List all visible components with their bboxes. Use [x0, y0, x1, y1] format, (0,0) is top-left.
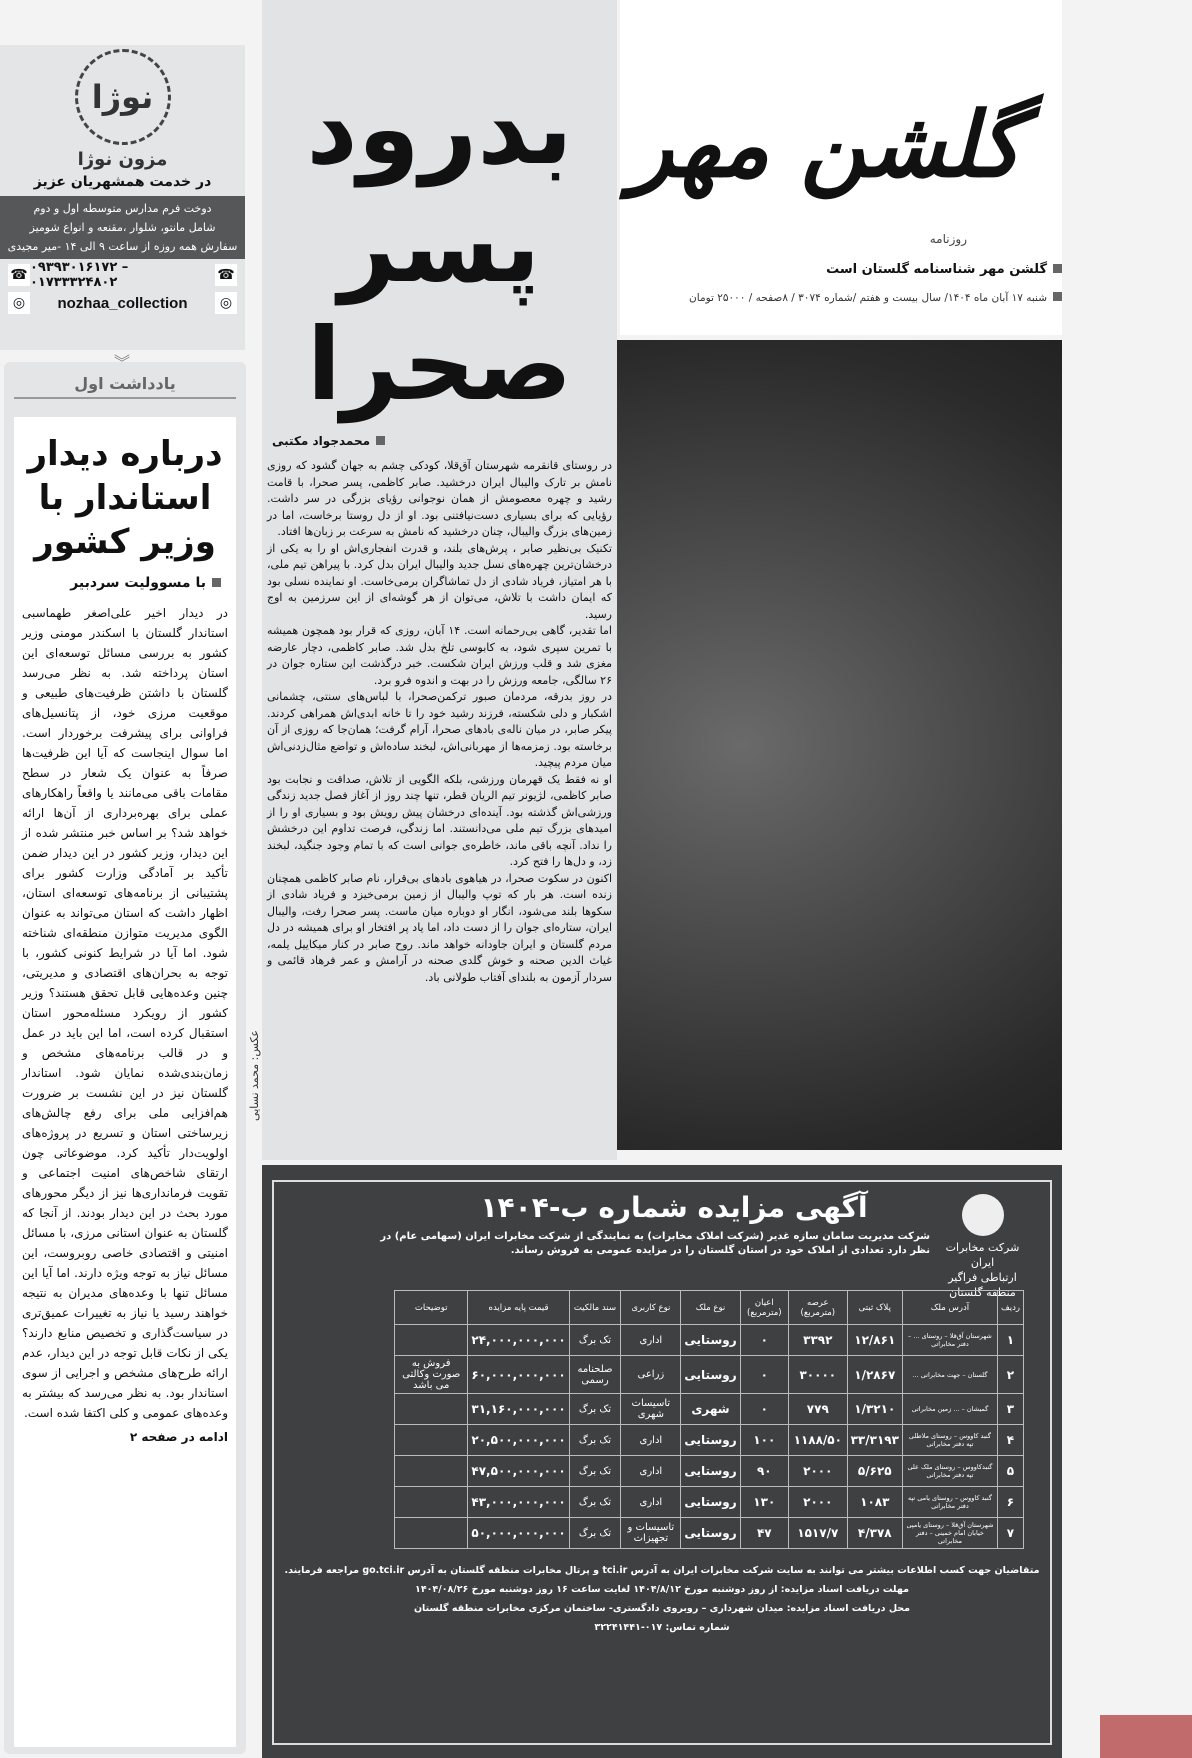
table-cell: ۴۳,۰۰۰,۰۰۰,۰۰۰: [468, 1487, 569, 1518]
table-cell: تک برگ: [569, 1487, 621, 1518]
watermark-logo: [1100, 1715, 1192, 1758]
paragraph: اکنون در سکوت صحرا، در هیاهوی بادهای بی‌قرار، نام صابر کاظمی همچنان زنده است. هر بار که توپ والیبال از زمین برمی‌خیزد و فریاد شادی از سکوها بلند می‌شود، انگار او دوباره میان ماست. پسر صحرا رفت، والیبال ایران، ستاره‌ای جوان را از دست داد، اما یاد پر افتخار او برای همیشه در دل مردم گلستان و ایران جاودانه خواهد ماند. روح صابر در کنار میکاییل یلمه، غیاث الدین صحنه و خوش گلدی صحنه در آرامش و عمر فرهاد قائمی و سردار آزمون به بلندای آفتاب طولانی باد.: [267, 871, 612, 984]
tci-logo-icon: [962, 1194, 1004, 1236]
table-cell: روستایی: [681, 1325, 740, 1356]
table-cell: [395, 1456, 468, 1487]
ad-instagram-row: [0, 291, 245, 315]
table-cell: ۷: [997, 1518, 1023, 1549]
lead-byline: [272, 434, 385, 448]
table-row: [395, 1456, 1024, 1487]
table-cell: ۱/۳۲۱۰: [847, 1394, 902, 1425]
footer-line: مهلت دریافت اسناد مزایده: از روز دوشنبه مورخ ۱۴۰۴/۸/۱۲ لغایت ساعت ۱۶ روز دوشنبه مورخ ۱۴۰۴/۰۸/۲۶: [415, 1584, 909, 1595]
table-cell: شهرستان آق‌قلا – روستای یامپی خیابان امام خمینی – دفتر مخابراتی: [902, 1518, 997, 1549]
table-cell: ۰: [740, 1325, 788, 1356]
table-cell: گنبد کاووس – روستای ملاطلی تپه دفتر مخابراتی: [902, 1425, 997, 1456]
table-cell: ۱۰۸۳: [847, 1487, 902, 1518]
footer-line: محل دریافت اسناد مزایده: میدان شهرداری – روبروی دادگستری- ساختمان مرکزی مخابرات منطقه گلستان: [413, 1603, 911, 1614]
slogan-text: گلشن مهر شناسنامه گلستان است: [826, 262, 1047, 277]
paragraph: در روز بدرقه، مردمان صبور ترکمن‌صحرا، با لباس‌های سنتی، چشمانی اشکبار و دلی شکسته، فرزند رشید خود را تا خانه ابدی‌اش همراهی کردند. پیکر صابر، در میان ناله‌ی بادهای صحرا، آرام گرفت؛ همان‌جا که روزی از آن برخاسته بود. زمزمه‌ها از مهربانی‌اش، لبخند ساده‌اش و تواضع مثال‌زدنی‌اش میان مردم پیچید.: [267, 690, 612, 769]
table-row: [395, 1356, 1024, 1394]
column-header: ردیف: [997, 1291, 1023, 1325]
table-cell: تک برگ: [569, 1425, 621, 1456]
chevron-down-icon: ︾: [114, 353, 131, 372]
nozha-logo: نوژا: [75, 49, 171, 145]
table-cell: ۵: [997, 1456, 1023, 1487]
table-row: [395, 1325, 1024, 1356]
table-cell: تاسیسات و تجهیزات: [621, 1518, 681, 1549]
footer-line: شماره تماس: ۰۱۷-۳۲۲۴۱۴۴۱: [594, 1622, 730, 1633]
editorial-paragraph: در دیدار اخیر علی‌اصغر طهماسبی استاندار گلستان با اسکندر مومنی وزیر کشور به بررسی مسائل توسعه‌ای این استان پرداخته شد. به نظر می‌رسد گلستان با داشتن ظرفیت‌های طبیعی و موقعیت مرزی خود، از پتانسیل‌های فراوانی برای پیشرفت برخوردار است. اما سوال اینجاست که آیا این ظرفیت‌ها صرفاً به عنوان یک شعار در سطح مقامات باقی می‌مانند یا واقعاً راهکارهای عملی برای بهره‌برداری از آن‌ها ارائه خواهد شد؟ بر اساس خبر منتشر شده از این دیدار، وزیر کشور در این دیدار ضمن تأکید بر آمادگی وزارت کشور برای پشتیبانی از برنامه‌های توسعه‌ای استان، اظهار داشت که استان می‌تواند به عنوان الگوی مدیریت متوازن منطقه‌ای شناخته شود. اما آیا در شرایط کنونی کشور، با توجه به بحران‌های اقتصادی و مدیریتی، چنین وعده‌هایی قابل تحقق هستند؟ وزیر کشور از رویکرد مسئله‌محور استان استقبال کرده است، اما این باید در عمل و در قالب برنامه‌های مشخص و زمان‌بندی‌شده نمایان شود. استاندار گلستان نیز در این نشست بر ضرورت هم‌افزایی ملی برای رفع چالش‌های زیرساختی استان و تسریع در پروژه‌های اولویت‌دار تأکید کرد. موضوعاتی چون ارتقای شاخص‌های امنیت اجتماعی و تقویت فرمانداری‌ها نیز از دیگر محورهای مورد بحث در این دیدار بودند. از آنجا که گلستان به عنوان استانی مرزی، با مسائل امنیتی و اقتصادی خاصی روبروست، این مسائل نیاز به توجه ویژه دارند. اما آیا این مسائل تنها با وعده‌های مدیران به نتیجه خواهند رسید یا نیاز به تغییرات عمیق‌تری در سیاست‌گذاری و تخصیص منابع دارند؟ یکی از نکات قابل توجه در این دیدار، عدم ارائه طرح‌های مشخص و اجرایی از سوی استاندار بود. به نظر می‌رسد که بیشتر به وعده‌های عمومی و کلی اکتفا شده است.: [22, 606, 228, 1420]
table-row: [395, 1425, 1024, 1456]
table-cell: شهرستان آق‌قلا – روستای ... – دفتر مخابراتی: [902, 1325, 997, 1356]
ad-tagline: در خدمت همشهریان عزیز: [33, 174, 212, 190]
table-cell: ۵/۶۲۵: [847, 1456, 902, 1487]
table-cell: ۱: [997, 1325, 1023, 1356]
headline-line: صحرا: [306, 306, 573, 423]
table-cell: اداری: [621, 1325, 681, 1356]
table-cell: روستایی: [681, 1425, 740, 1456]
phone-icon: ☎: [8, 264, 30, 286]
continued-link[interactable]: ادامه در صفحه ۲: [129, 1430, 228, 1444]
table-cell: تاسیسات شهری: [621, 1394, 681, 1425]
column-header: قیمت پایه مزایده: [468, 1291, 569, 1325]
table-cell: صلحنامه رسمی: [569, 1356, 621, 1394]
table-cell: گمیشان – ... زمین مخابراتی: [902, 1394, 997, 1425]
ad-line: دوخت فرم مدارس متوسطه اول و دوم: [33, 202, 212, 215]
table-cell: روستایی: [681, 1356, 740, 1394]
footer-line: متقاضیان جهت کسب اطلاعات بیشتر می توانند به سایت شرکت مخابرات ایران به آدرس tci.ir و پرتال مخابرات منطقه گلستان به آدرس go.tci.ir مراجعه فرمایند.: [284, 1565, 1040, 1576]
column-header: پلاک ثبتی: [847, 1291, 902, 1325]
editorial-title: درباره دیدار استاندار با وزیر کشور: [27, 434, 223, 562]
editorial-text: [22, 603, 228, 1447]
table-header: [395, 1291, 1024, 1325]
auction-content: [274, 1290, 1050, 1637]
editorial-column: [4, 353, 246, 1754]
table-cell: ۹۰: [740, 1456, 788, 1487]
table-cell: [395, 1425, 468, 1456]
table-cell: اداری: [621, 1456, 681, 1487]
lead-story: [262, 0, 617, 1160]
table-cell: ۴۷: [740, 1518, 788, 1549]
ad-line: شامل مانتو، شلوار ،مقنعه و انواع شومیز: [29, 221, 216, 234]
table-cell: ۱۱۸۸/۵۰: [788, 1425, 847, 1456]
table-cell: تک برگ: [569, 1325, 621, 1356]
table-cell: ۴۷,۵۰۰,۰۰۰,۰۰۰: [468, 1456, 569, 1487]
ad-phone-row: [0, 260, 245, 290]
tci-logo: [935, 1194, 1030, 1300]
table-cell: روستایی: [681, 1456, 740, 1487]
table-cell: ۰: [740, 1356, 788, 1394]
nozha-ad: [0, 45, 245, 350]
table-cell: ۵۰,۰۰۰,۰۰۰,۰۰۰: [468, 1518, 569, 1549]
table-cell: فروش به صورت وکالتی می باشد: [395, 1356, 468, 1394]
ad-brand: مزون نوژا: [77, 149, 168, 170]
table-cell: ۲: [997, 1356, 1023, 1394]
table-cell: ۲۴,۰۰۰,۰۰۰,۰۰۰: [468, 1325, 569, 1356]
table-cell: اداری: [621, 1487, 681, 1518]
paragraph: اما تقدیر، گاهی بی‌رحمانه است. ۱۴ آبان، روزی که قرار بود همچون همیشه با تمرین سپری شود، به کابوسی تلخ بدل شد. صابر کاظمی، دچار عارضه مغزی شد و قلب ورزش ایران شکست. خبر درگذشت این ستاره جوان در ۲۶ سالگی، جامعه ورزش را در بهت و اندوه فرو برد.: [267, 624, 612, 687]
table-cell: [395, 1518, 468, 1549]
table-cell: تک برگ: [569, 1456, 621, 1487]
masthead-slogan: [826, 262, 1062, 277]
auction-notice: [262, 1165, 1062, 1758]
table-cell: ۳۰۰۰۰: [788, 1356, 847, 1394]
paragraph: او نه فقط یک قهرمان ورزشی، بلکه الگویی از تلاش، صداقت و نجابت بود صابر کاظمی، لژیونر تیم الریان قطر، تنها چند روز از آغاز فصل جدید زندگی ورزشی‌اش گذشته بود. آینده‌ای درخشان پیش رویش بود و بسیاری او را از امیدهای بزرگ تیم ملی می‌دانستند. اما زندگی، فرصت تداوم این درخشش را نداد. آنچه باقی ماند، خاطره‌ی جوانی است که با تمام وجود جنگید، لبخند زد، و دل‌ها را فتح کرد.: [267, 772, 612, 868]
table-cell: گنبدکاووس – روستای ملک علی تپه دفتر مخابراتی: [902, 1456, 997, 1487]
table-cell: ۷۷۹: [788, 1394, 847, 1425]
phone-icon: ☎: [215, 264, 237, 286]
auction-intro: شرکت مدیریت سامان سازه غدیر (شرکت املاک مخابرات) به نمایندگی از شرکت مخابرات ایران (سهامی عام) در نظر دارد تعدادی از املاک خود در استان گلستان را در مزایده عمومی به فروش رساند.: [380, 1231, 930, 1256]
table-cell: گلستان – جهت مخابراتی ...: [902, 1356, 997, 1394]
auction-frame: [272, 1180, 1052, 1745]
lead-headline: [262, 70, 617, 424]
table-cell: [395, 1487, 468, 1518]
column-header: اعیان (مترمربع): [740, 1291, 788, 1325]
table-cell: ۰: [740, 1394, 788, 1425]
table-cell: ۴: [997, 1425, 1023, 1456]
company-sub: ارتباطی فراگیر منطقه گلستان: [948, 1271, 1017, 1299]
table-cell: ۲۰,۵۰۰,۰۰۰,۰۰۰: [468, 1425, 569, 1456]
table-cell: زراعی: [621, 1356, 681, 1394]
ad-line: سفارش همه روزه از ساعت ۹ الی ۱۴ -میر مجیدی: [7, 240, 238, 253]
table-cell: ۱۵۱۷/۷: [788, 1518, 847, 1549]
table-cell: ۱۰۰: [740, 1425, 788, 1456]
byline-text: محمدجواد مکتبی: [272, 434, 371, 448]
column-header: توضیحات: [395, 1291, 468, 1325]
table-cell: اداری: [621, 1425, 681, 1456]
table-cell: ۱۳۰: [740, 1487, 788, 1518]
table-cell: ۱/۲۸۶۷: [847, 1356, 902, 1394]
company-name: شرکت مخابرات ایران: [945, 1241, 1020, 1269]
table-cell: [395, 1325, 468, 1356]
masthead-label: روزنامه: [929, 232, 967, 246]
table-cell: ۳۳/۳۱۹۳: [847, 1425, 902, 1456]
masthead: [620, 0, 1062, 335]
section-label: یادداشت اول: [14, 374, 236, 399]
column-header: سند مالکیت: [569, 1291, 621, 1325]
issue-info: [689, 290, 1062, 306]
table-cell: ۳: [997, 1394, 1023, 1425]
table-cell: گنبد کاووس – روستای یامی تپه دفتر مخابراتی: [902, 1487, 997, 1518]
table-cell: ۳۳۹۲: [788, 1325, 847, 1356]
editorial-byline: [70, 575, 221, 591]
table-row: [395, 1394, 1024, 1425]
ad-phones: ۰۹۳۹۳۰۱۶۱۷۲ – ۰۱۷۳۳۳۲۴۸۰۲: [30, 260, 129, 290]
table-cell: ۲۰۰۰: [788, 1487, 847, 1518]
auction-footer: [274, 1561, 1050, 1637]
column-header: نوع ملک: [681, 1291, 740, 1325]
table-cell: ۳۱,۱۶۰,۰۰۰,۰۰۰: [468, 1394, 569, 1425]
table-cell: [395, 1394, 468, 1425]
table-cell: روستایی: [681, 1518, 740, 1549]
instagram-icon: ◎: [8, 292, 30, 314]
paragraph: تکنیک بی‌نظیر صابر ، پرش‌های بلند، و قدرت انفجاری‌اش او را به یکی از درخشان‌ترین چهره‌های نسل جدید والیبال ایران بدل کرد. با پیراهن تیم ملی، با هر امتیاز، فریاد شادی از دل تماشاگران برمی‌خاست. او نماینده نسلی بود که ایمان داشت با تلاش، می‌توان از هر گوشه‌ای از این سرزمین به اوج رسید.: [267, 541, 612, 621]
lead-text: [267, 458, 612, 986]
ad-instagram: nozhaa_collection: [57, 294, 188, 312]
paragraph: در روستای قانقرمه شهرستان آق‌قلا، کودکی چشم به جهان گشود که روزی نامش بر تارک والیبال ایران درخشید. صابر کاظمی، پسر صحرا، با قامت رشید و چهره معصومش از همان نوجوانی رؤیای بزرگی در سر داشت. رؤیایی که برای بسیاری دست‌نیافتنی بود. او از دل روستا برخاست، اما در زمین‌های بزرگ والیبال، چنان درخشید که نامش به سرعت بر زبان‌ها افتاد.: [267, 459, 612, 538]
table-cell: روستایی: [681, 1487, 740, 1518]
table-cell: ۱۲/۸۶۱: [847, 1325, 902, 1356]
table-cell: شهری: [681, 1394, 740, 1425]
headline-line: بدرود: [306, 70, 573, 187]
ad-services: [0, 196, 245, 259]
auction-table: [394, 1290, 1024, 1549]
table-cell: ۴/۳۷۸: [847, 1518, 902, 1549]
byline-text: با مسوولیت سردبیر: [70, 575, 206, 591]
editorial-body: [14, 417, 236, 1747]
table-cell: تک برگ: [569, 1518, 621, 1549]
table-cell: ۶: [997, 1487, 1023, 1518]
column-header: آدرس ملک: [902, 1291, 997, 1325]
table-row: [395, 1518, 1024, 1549]
photo-credit: عکس: محمد نسایی: [248, 1030, 261, 1121]
auction-title: آگهی مزایده شماره ب-۱۴۰۴: [480, 1191, 868, 1224]
newspaper-logo: گلشن مهر: [629, 92, 1022, 198]
column-header: عرصه (مترمربع): [788, 1291, 847, 1325]
issue-text: شنبه ۱۷ آبان ماه ۱۴۰۴/ سال بیست و هفتم /شماره ۳۰۷۴ / ۸صفحه / ۲۵۰۰۰ تومان: [689, 292, 1047, 304]
instagram-icon: ◎: [215, 292, 237, 314]
table-cell: تک برگ: [569, 1394, 621, 1425]
table-cell: ۲۰۰۰: [788, 1456, 847, 1487]
headline-line: پسر: [338, 188, 541, 305]
column-header: نوع کاربری: [621, 1291, 681, 1325]
table-row: [395, 1487, 1024, 1518]
table-cell: ۶۰,۰۰۰,۰۰۰,۰۰۰: [468, 1356, 569, 1394]
